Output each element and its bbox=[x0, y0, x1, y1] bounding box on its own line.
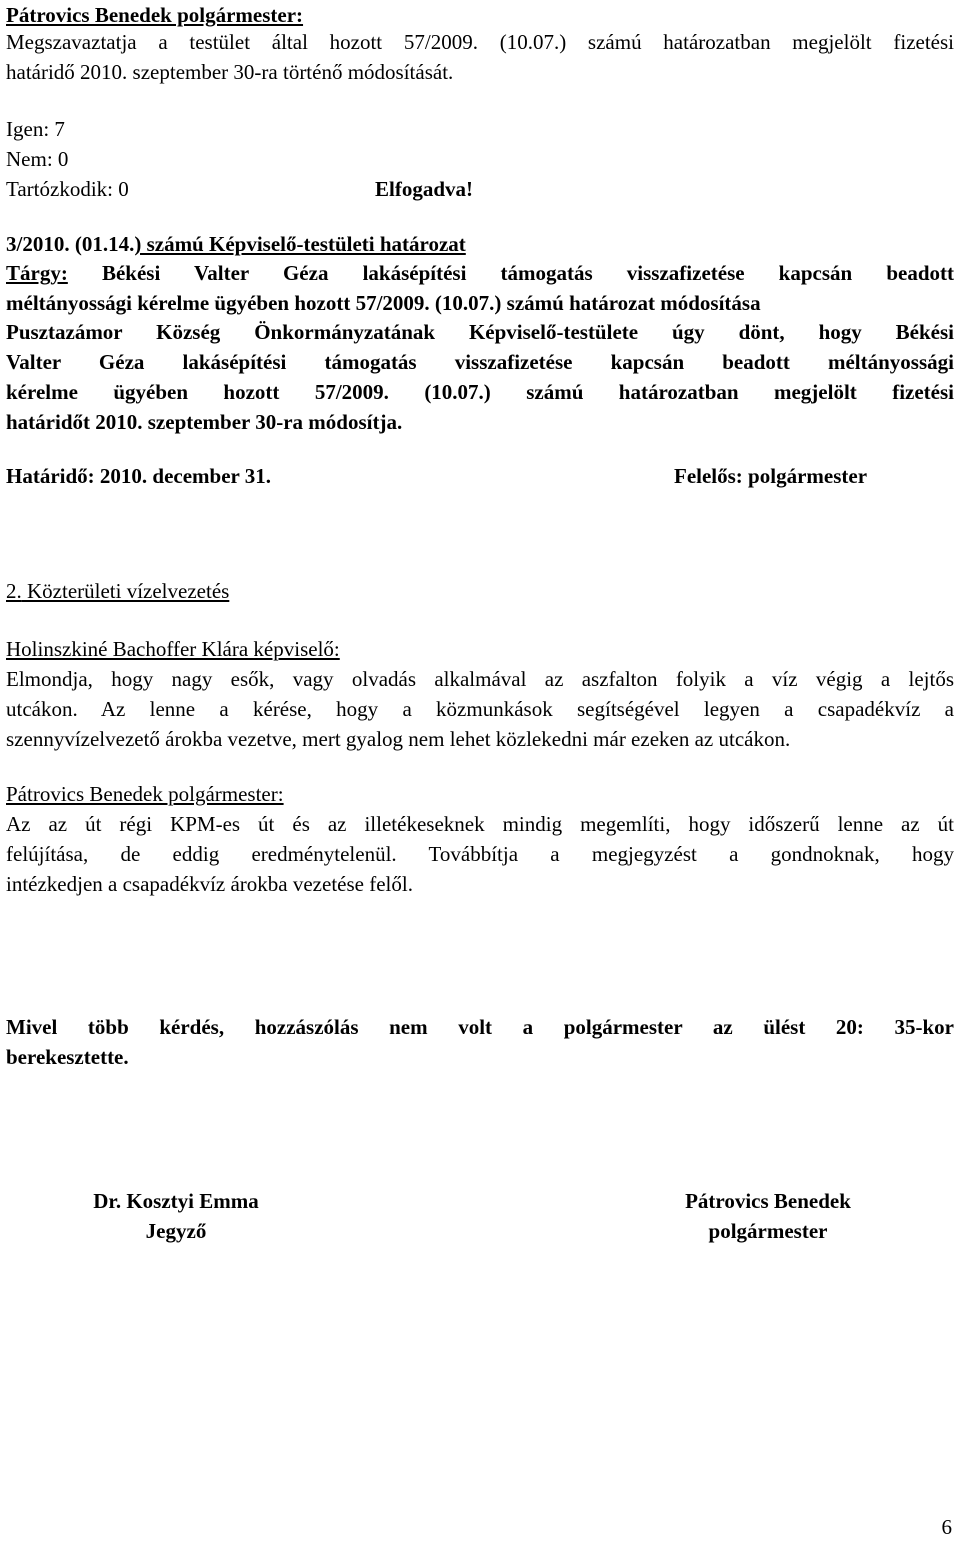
signature-block-right bbox=[636, 1186, 900, 1246]
paragraph-line: határidő 2010. szeptember 30-ra történő módosítását. bbox=[6, 60, 454, 84]
signatory-name: Dr. Kosztyi Emma bbox=[93, 1189, 259, 1213]
signature-block-left bbox=[44, 1186, 308, 1246]
signatory-name: Pátrovics Benedek bbox=[685, 1189, 851, 1213]
speaker-heading bbox=[6, 779, 954, 809]
paragraph-line: Megszavaztatja a testület által hozott 57/2009. (10.07.) számú határozatban megjelölt fizetési bbox=[6, 30, 954, 54]
paragraph bbox=[6, 27, 954, 87]
agenda-item-title: Közterületi vízelvezetés bbox=[21, 579, 230, 603]
paragraph-line: Az az út régi KPM-es út és az illetékeseknek mindig megemlíti, hogy időszerű lenne az út bbox=[6, 812, 954, 836]
resolution-title: ) számú Képviselő-testületi határozat bbox=[134, 232, 466, 256]
closing-statement: Mivel több kérdés, hozzászólás nem volt a polgármester az ülést 20: 35-kor berekesztette. bbox=[6, 1015, 954, 1069]
paragraph bbox=[6, 809, 954, 899]
deadline: Határidő: 2010. december 31. bbox=[6, 464, 271, 488]
speaker-heading bbox=[6, 0, 954, 30]
signatory-title: polgármester bbox=[708, 1219, 828, 1243]
agenda-item-number: 2. bbox=[6, 579, 22, 603]
speaker-name: Pátrovics Benedek polgármester: bbox=[6, 3, 304, 27]
speaker-name: Pátrovics Benedek polgármester: bbox=[6, 782, 284, 806]
vote-no: Nem: 0 bbox=[6, 147, 69, 171]
resolution-heading bbox=[6, 229, 954, 259]
responsible-person: Felelős: polgármester bbox=[674, 464, 868, 488]
page-number: 6 bbox=[941, 1515, 952, 1539]
paragraph-line: szennyvízelvezető árokba vezetve, mert gyalog nem lehet közlekedni már ezeken az utcákon. bbox=[6, 727, 791, 751]
signatory-title: Jegyző bbox=[145, 1219, 207, 1243]
speaker-name: Holinszkiné Bachoffer Klára képviselő: bbox=[6, 637, 340, 661]
paragraph-line: intézkedjen a csapadékvíz árokba vezetése felől. bbox=[6, 872, 413, 896]
agenda-item-heading bbox=[6, 576, 954, 606]
paragraph-line: Elmondja, hogy nagy esők, vagy olvadás alkalmával az aszfalton folyik a víz végig a lejtős bbox=[6, 667, 954, 691]
paragraph-line: utcákon. Az lenne a kérése, hogy a közmunkások segítségével legyen a csapadékvíz a bbox=[6, 697, 954, 721]
speaker-heading bbox=[6, 634, 954, 664]
subject-label: Tárgy: bbox=[6, 261, 68, 285]
vote-result: Elfogadva! bbox=[375, 177, 474, 201]
resolution-subject: Tárgy: Békési Valter Géza lakásépítési támogatás visszafizetése kapcsán beadott méltányossági kérelme ügyében hozott 57/2009. (10.07.) számú határozat módosítása bbox=[6, 261, 954, 315]
resolution-body: Pusztazámor Község Önkormányzatának Képviselő-testülete úgy dönt, hogy Békési Valter Géza lakásépítési támogatás visszafizetése kapcsán beadott méltányossági kérelme ügyében hozott 57/2009. (10.07.) számú határozatban megjelölt fizetési határidőt 2010. szeptember 30-ra módosítja. bbox=[6, 320, 954, 434]
vote-abstain: Tartózkodik: 0 bbox=[6, 177, 129, 201]
vote-yes: Igen: 7 bbox=[6, 117, 65, 141]
paragraph-line: felújítása, de eddig eredménytelenül. Továbbítja a megjegyzést a gondnoknak, hogy bbox=[6, 842, 954, 866]
paragraph bbox=[6, 664, 954, 754]
resolution-number: 3/2010. (01.14. bbox=[6, 232, 135, 256]
